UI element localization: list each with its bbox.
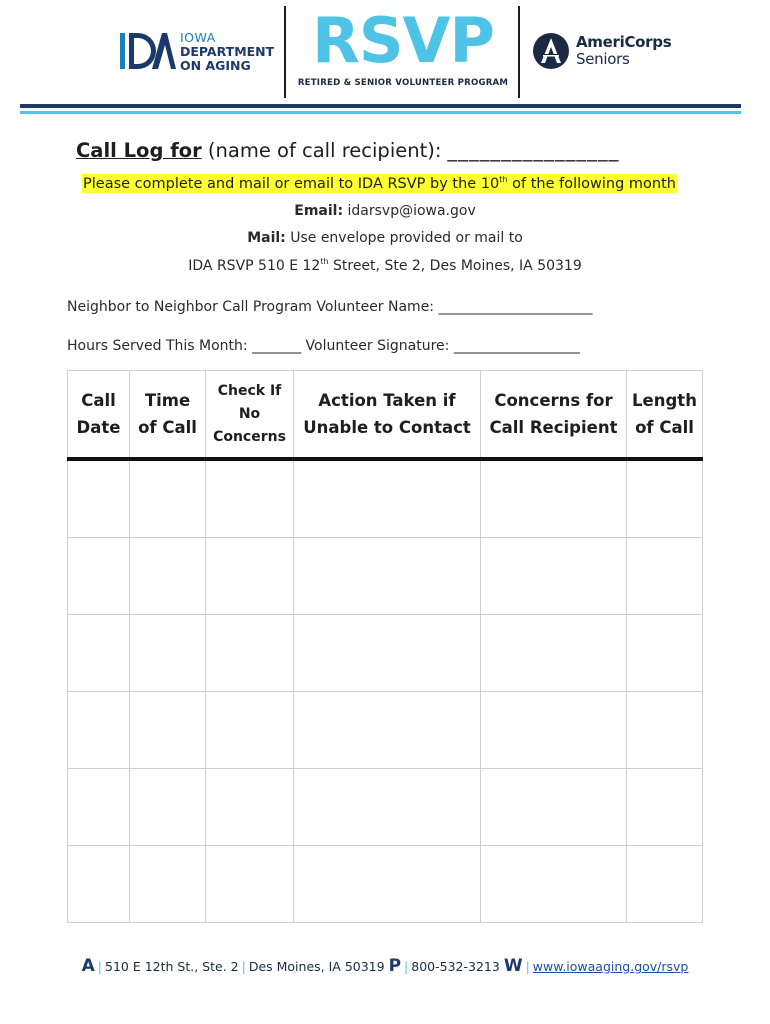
table-cell[interactable] <box>481 538 627 615</box>
header-action-l1: Action Taken if <box>318 391 456 410</box>
table-row <box>68 769 703 846</box>
rsvp-logo-word: RSVP <box>312 4 494 77</box>
table-cell[interactable] <box>627 538 703 615</box>
header-concerns <box>481 371 627 460</box>
footer-phone-key: P <box>388 956 402 976</box>
americorps-line-1: AmeriCorps <box>576 33 672 51</box>
header-action-taken <box>294 371 481 460</box>
ida-logo-icon <box>118 30 176 72</box>
footer-address: 510 E 12th St., Ste. 2 <box>105 959 239 974</box>
table-cell[interactable] <box>206 846 294 923</box>
header-check-if-no-concerns <box>206 371 294 460</box>
table-row <box>68 692 703 769</box>
header-length-of-call <box>627 371 703 460</box>
call-log-table <box>67 370 703 923</box>
table-row <box>68 459 703 538</box>
table-cell[interactable] <box>481 459 627 538</box>
header-divider-right <box>518 6 520 98</box>
header-concerns-l1: Concerns for <box>494 391 613 410</box>
footer-website-link[interactable]: www.iowaaging.gov/rsvp <box>532 959 689 974</box>
header-time-l2: of Call <box>138 418 197 437</box>
footer-separator: | <box>97 959 103 974</box>
table-cell[interactable] <box>481 615 627 692</box>
footer-separator: | <box>404 959 409 974</box>
title-bold: Call Log for <box>76 139 202 162</box>
footer-web-key: W <box>503 956 523 976</box>
table-cell[interactable] <box>627 459 703 538</box>
ida-line-3: ON AGING <box>180 58 251 73</box>
footer-city: Des Moines, IA 50319 <box>248 959 385 974</box>
table-row <box>68 846 703 923</box>
table-cell[interactable] <box>627 615 703 692</box>
table-cell[interactable] <box>481 846 627 923</box>
header-call-date <box>68 371 130 460</box>
table-cell[interactable] <box>68 692 130 769</box>
table-cell[interactable] <box>68 769 130 846</box>
address-sup: th <box>320 257 329 266</box>
table-cell[interactable] <box>294 769 481 846</box>
table-cell[interactable] <box>206 538 294 615</box>
table-cell[interactable] <box>294 538 481 615</box>
table-cell[interactable] <box>294 615 481 692</box>
header-band-blue <box>20 111 741 114</box>
header-time-of-call <box>130 371 206 460</box>
header-length-l1: Length <box>632 391 697 410</box>
ida-line-1: IOWA <box>180 30 216 45</box>
header-check-l3: Concerns <box>213 428 286 445</box>
header-check-l2: No <box>238 405 261 422</box>
ida-line-2: DEPARTMENT <box>180 44 275 59</box>
header-time-l1: Time <box>144 391 191 410</box>
table-cell[interactable] <box>627 692 703 769</box>
mail-value: Use envelope provided or mail to <box>285 230 523 246</box>
title-normal: (name of call recipient): <box>207 139 442 162</box>
table-cell[interactable] <box>68 459 130 538</box>
mail-line <box>0 230 770 246</box>
ida-logo-text <box>180 31 274 73</box>
footer-separator: | <box>525 959 530 974</box>
table-cell[interactable] <box>130 692 206 769</box>
table-cell[interactable] <box>130 769 206 846</box>
footer-address-key: A <box>81 956 95 976</box>
header-call-date-l2: Date <box>76 418 121 437</box>
instruction-highlight <box>82 174 677 193</box>
header <box>0 0 770 110</box>
table-cell[interactable] <box>130 538 206 615</box>
email-value: idarsvp@iowa.gov <box>343 203 476 219</box>
americorps-logo-text <box>576 34 671 68</box>
americorps-logo-icon <box>532 32 570 70</box>
page-title <box>76 139 619 162</box>
rsvp-logo-subtitle: RETIRED & SENIOR VOLUNTEER PROGRAM <box>297 78 509 88</box>
table-cell[interactable] <box>294 459 481 538</box>
instruction-text-before: Please complete and mail or email to IDA RSVP by the 10 <box>83 176 500 192</box>
table-cell[interactable] <box>481 769 627 846</box>
address-after: Street, Ste 2, Des Moines, IA 50319 <box>328 258 582 274</box>
table-cell[interactable] <box>130 615 206 692</box>
header-concerns-l2: Call Recipient <box>489 418 618 437</box>
table-cell[interactable] <box>206 615 294 692</box>
table-cell[interactable] <box>130 459 206 538</box>
table-cell[interactable] <box>481 692 627 769</box>
americorps-seniors-logo <box>532 30 692 74</box>
recipient-name-blank: ________________ <box>447 139 620 162</box>
email-label: Email: <box>294 203 344 219</box>
email-line <box>0 203 770 219</box>
table-cell[interactable] <box>68 538 130 615</box>
table-row <box>68 615 703 692</box>
footer-separator: | <box>241 959 246 974</box>
table-cell[interactable] <box>294 846 481 923</box>
header-band-navy <box>20 104 741 108</box>
table-cell[interactable] <box>294 692 481 769</box>
volunteer-name-line[interactable]: Neighbor to Neighbor Call Program Volunteer Name: ______________________ <box>67 299 593 315</box>
header-length-l2: of Call <box>635 418 694 437</box>
header-action-l2: Unable to Contact <box>303 418 471 437</box>
table-cell[interactable] <box>206 769 294 846</box>
table-cell[interactable] <box>627 846 703 923</box>
address-before: IDA RSVP 510 E 12 <box>188 258 321 274</box>
table-cell[interactable] <box>206 692 294 769</box>
mail-label: Mail: <box>247 230 286 246</box>
instruction-text-after: of the following month <box>507 176 676 192</box>
table-cell[interactable] <box>68 846 130 923</box>
instruction-sup: th <box>499 175 508 184</box>
footer <box>0 956 770 976</box>
table-cell[interactable] <box>627 769 703 846</box>
mailing-address <box>0 257 770 274</box>
ida-logo <box>118 30 280 72</box>
table-cell[interactable] <box>68 615 130 692</box>
table-cell[interactable] <box>206 459 294 538</box>
americorps-line-2: Seniors <box>576 50 630 68</box>
hours-signature-line[interactable]: Hours Served This Month: _______ Volunteer Signature: __________________ <box>67 338 580 354</box>
header-divider-left <box>284 6 286 98</box>
table-header-row <box>68 371 703 460</box>
table-row <box>68 538 703 615</box>
header-check-l1: Check If <box>217 382 282 399</box>
footer-phone: 800-532-3213 <box>411 959 500 974</box>
table-cell[interactable] <box>130 846 206 923</box>
header-call-date-l1: Call <box>81 391 116 410</box>
